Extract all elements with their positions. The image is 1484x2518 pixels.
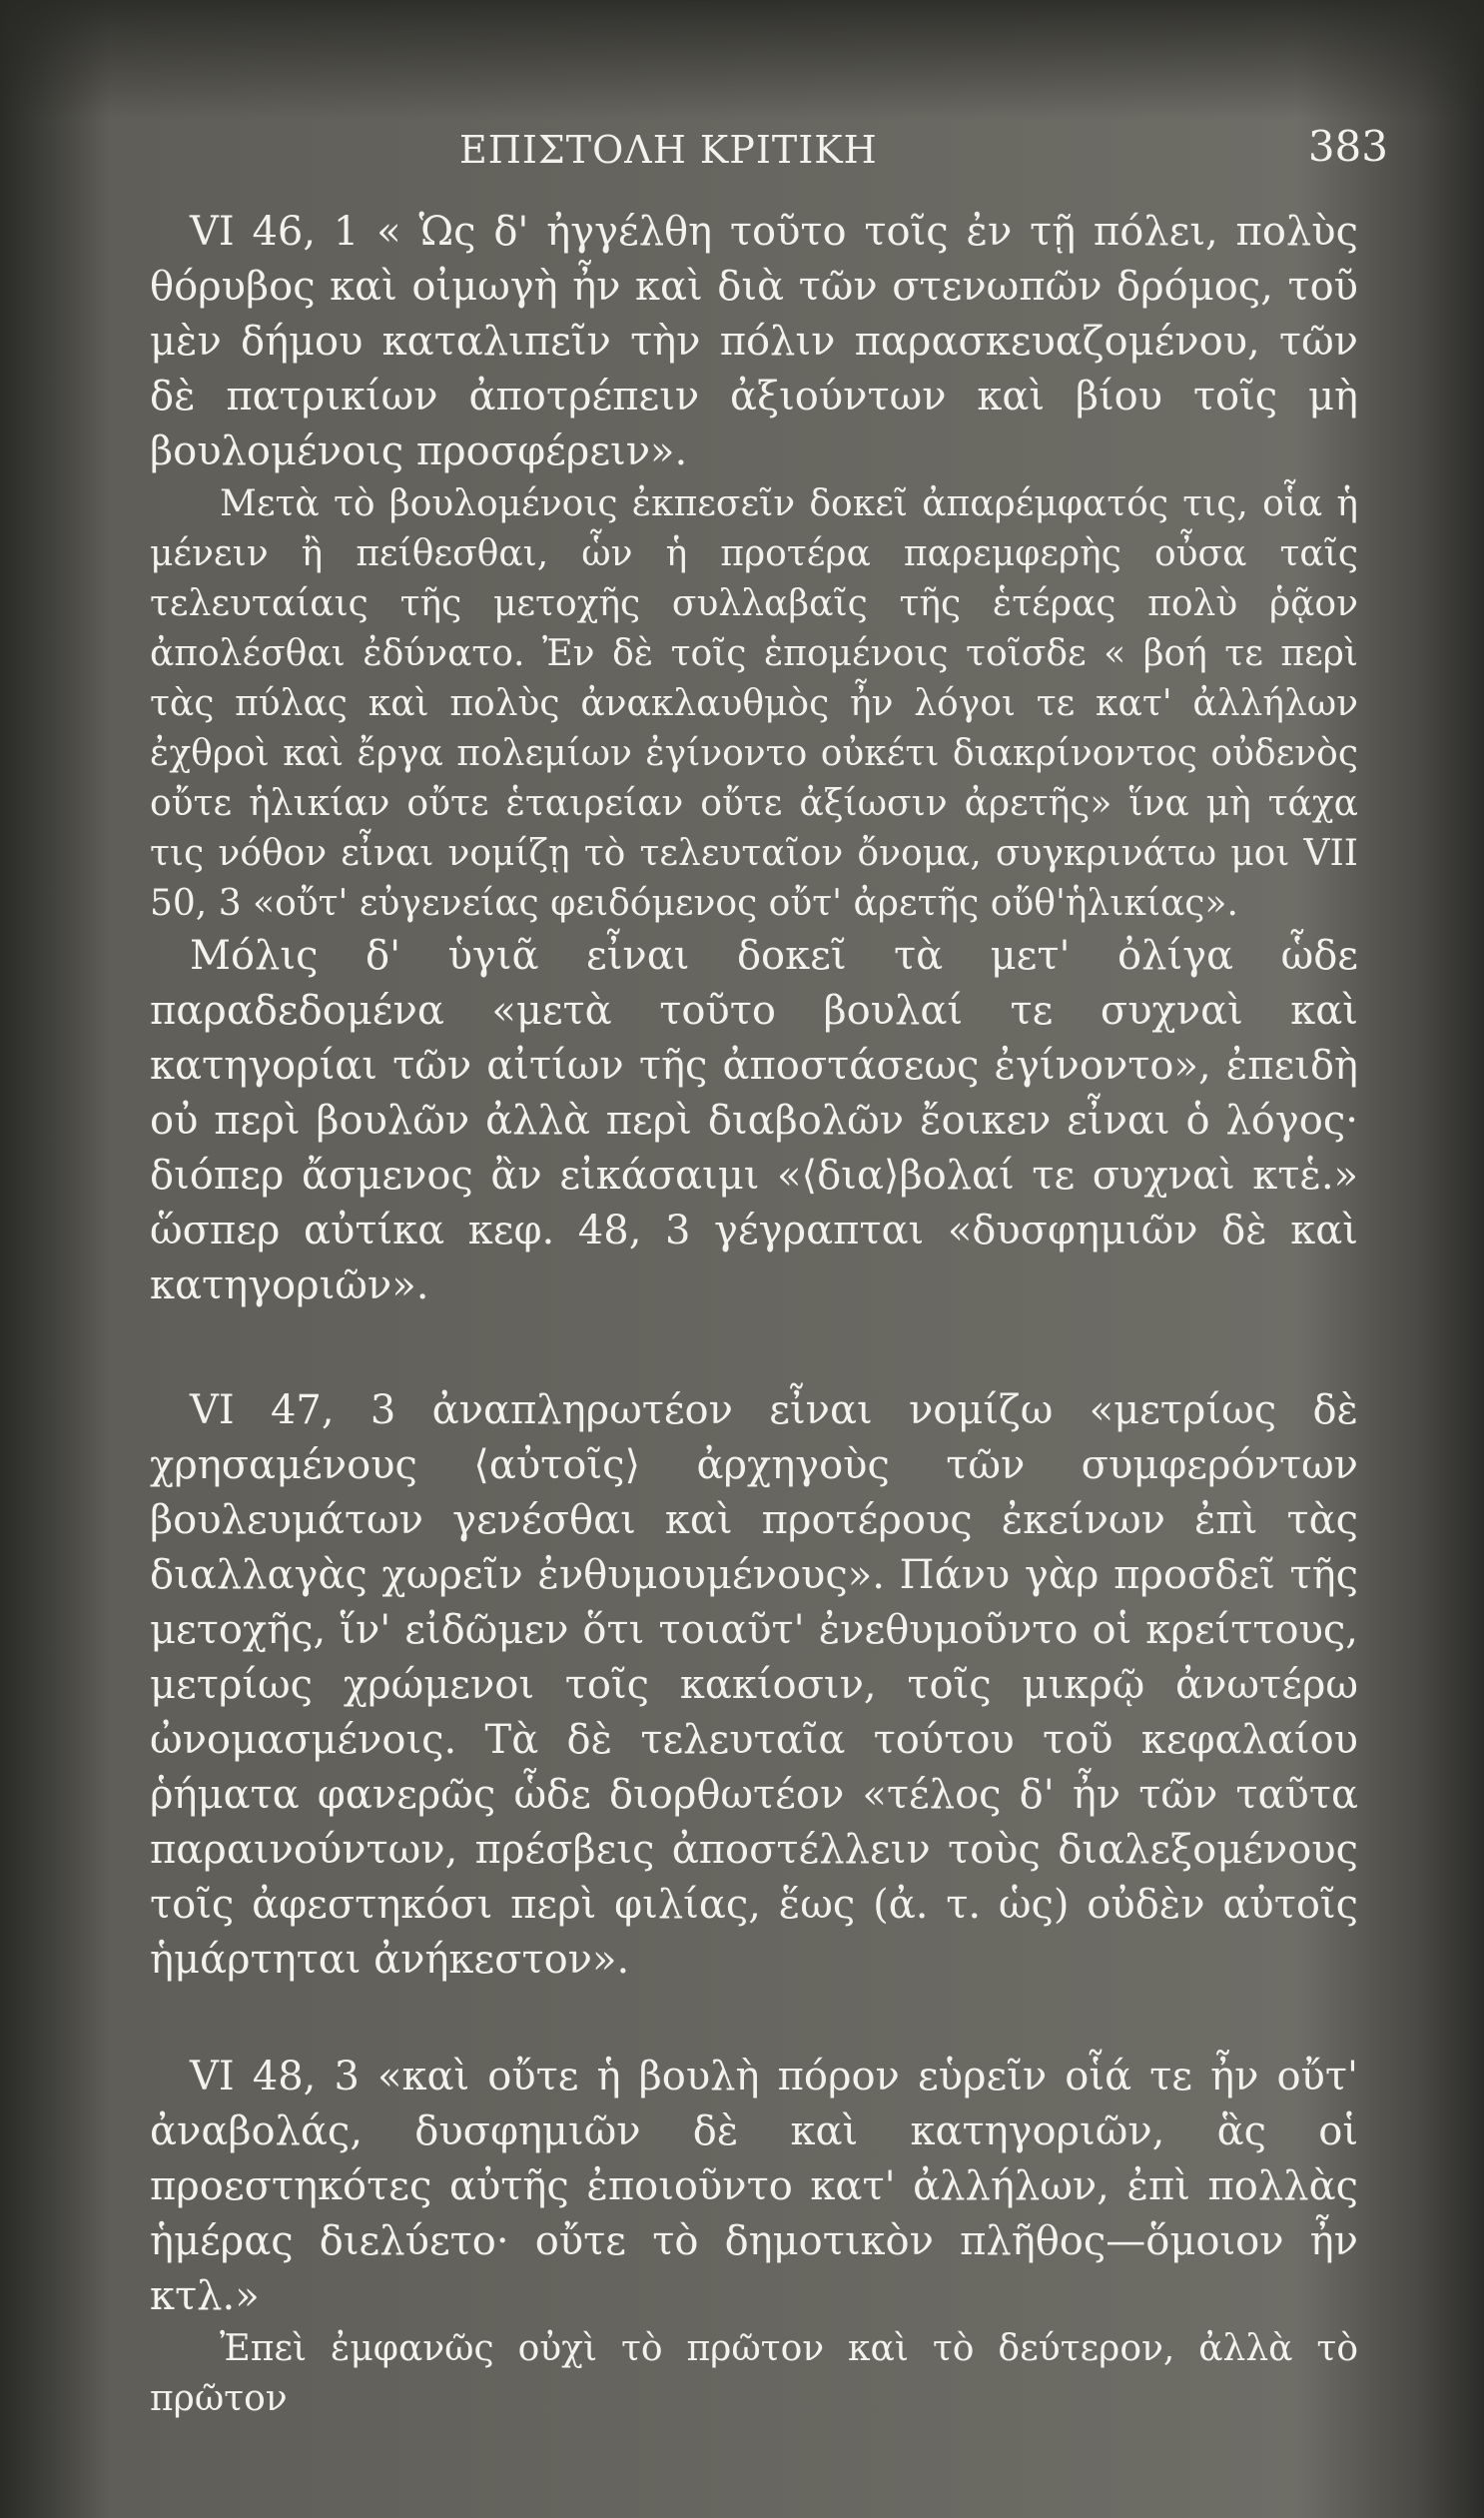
paragraph-vi-47-3: VI 47, 3 ἀναπληρωτέον εἶναι νομίζω «μετρίως δὲ χρησαμένους ⟨αὐτοῖς⟩ ἀρχηγοὺς τῶν συμφερόντων βουλευμάτων γενέσθαι καὶ προτέρους ἐκείνων ἐπὶ τὰς διαλλαγὰς χωρεῖν ἐνθυμουμένους». Πάνυ γὰρ προσδεῖ τῆς μετοχῆς, ἵν' εἰδῶμεν ὅτι τοιαῦτ' ἐνεθυμοῦντο οἱ κρείττους, μετρίως χρώμενοι τοῖς κακίοσιν, τοῖς μικρῷ ἀνωτέρω ὠνομασμένοις. Τὰ δὲ τελευταῖα τούτου τοῦ κεφαλαίου ῥήματα φανερῶς ὧδε διορθωτέον «τέλος δ' ἦν τῶν ταῦτα παραινούντων, πρέσβεις ἀποστέλλειν τοὺς διαλεξομένους τοῖς ἀφεστηκόσι περὶ φιλίας, ἕως (ἀ. τ. ὡς) οὐδὲν αὐτοῖς ἡμάρτηται ἀνήκεστον». [150, 1387, 1358, 1983]
page-header [130, 122, 1388, 188]
page-number: 383 [1307, 122, 1388, 171]
paragraph-gap [150, 1988, 1358, 2050]
running-title: ΕΠΙΣΤΟΛΗ ΚΡΙΤΙΚΗ [459, 128, 878, 172]
body-text [150, 205, 1358, 2424]
paragraph-commentary-2: Μόλις δ' ὑγιᾶ εἶναι δοκεῖ τὰ μετ' ὀλίγα ὧδε παραδεδομένα «μετὰ τοῦτο βουλαί τε συχναὶ καὶ κατηγορίαι τῶν αἰτίων τῆς ἀποστάσεως ἐγίνοντο», ἐπειδὴ οὐ περὶ βουλῶν ἀλλὰ περὶ διαβολῶν ἔοικεν εἶναι ὁ λόγος· διόπερ ἄσμενος ἂν εἰκάσαιμι «⟨δια⟩βολαί τε συχναὶ κτἑ.» ὥσπερ αὐτίκα κεφ. 48, 3 γέγραπται «δυσφημιῶν δὲ καὶ κατηγοριῶν». [150, 933, 1358, 1308]
paragraph-vi-48-3: VI 48, 3 «καὶ οὔτε ἡ βουλὴ πόρον εὑρεῖν οἷά τε ἦν οὔτ' ἀναβολάς, δυσφημιῶν δὲ καὶ κατηγοριῶν, ἃς οἱ προεστηκότες αὐτῆς ἐποιοῦντο κατ' ἀλλήλων, ἐπὶ πολλὰς ἡμέρας διελύετο· οὔτε τὸ δημοτικὸν πλῆθος—ὅμοιον ἦν κτλ.» [150, 2054, 1358, 2319]
paragraph-commentary-1: Μετὰ τὸ βουλομένοις ἐκπεσεῖν δοκεῖ ἀπαρέμφατός τις, οἷα ἡ μένειν ἢ πείθεσθαι, ὧν ἡ προτέρα παρεμφερὴς οὖσα ταῖς τελευταίαις τῆς μετοχῆς συλλαβαῖς τῆς ἑτέρας πολὺ ῥᾷον ἀπολέσθαι ἐδύνατο. Ἐν δὲ τοῖς ἑπομένοις τοῖσδε « βοή τε περὶ τὰς πύλας καὶ πολὺς ἀνακλαυθμὸς ἦν λόγοι τε κατ' ἀλλήλων ἐχθροὶ καὶ ἔργα πολεμίων ἐγίνοντο οὐκέτι διακρίνοντος οὐδενὸς οὔτε ἡλικίαν οὔτε ἑταιρείαν οὔτε ἀξίωσιν ἀρετῆς» ἵνα μὴ τάχα τις νόθον εἶναι νομίζῃ τὸ τελευταῖον ὄνομα, συγκρινάτω μοι VII 50, 3 «οὔτ' εὐγενείας φειδόμενος οὔτ' ἀρετῆς οὔθ'ἡλικίας». [150, 483, 1358, 924]
paragraph-gap [150, 1313, 1358, 1383]
paragraph-continuation: Ἐπεὶ ἐμφανῶς οὐχὶ τὸ πρῶτον καὶ τὸ δεύτερον, ἀλλὰ τὸ πρῶτον [150, 2328, 1358, 2419]
paragraph-vi-46-1: VI 46, 1 « Ὡς δ' ἠγγέλθη τοῦτο τοῖς ἐν τῇ πόλει, πολὺς θόρυβος καὶ οἰμωγὴ ἦν καὶ διὰ τῶν στενωπῶν δρόμος, τοῦ μὲν δήμου καταλιπεῖν τὴν πόλιν παρασκευαζομένου, τῶν δὲ πατρικίων ἀποτρέπειν ἀξιούντων καὶ βίου τοῖς μὴ βουλομένοις προσφέρειν». [150, 209, 1358, 474]
